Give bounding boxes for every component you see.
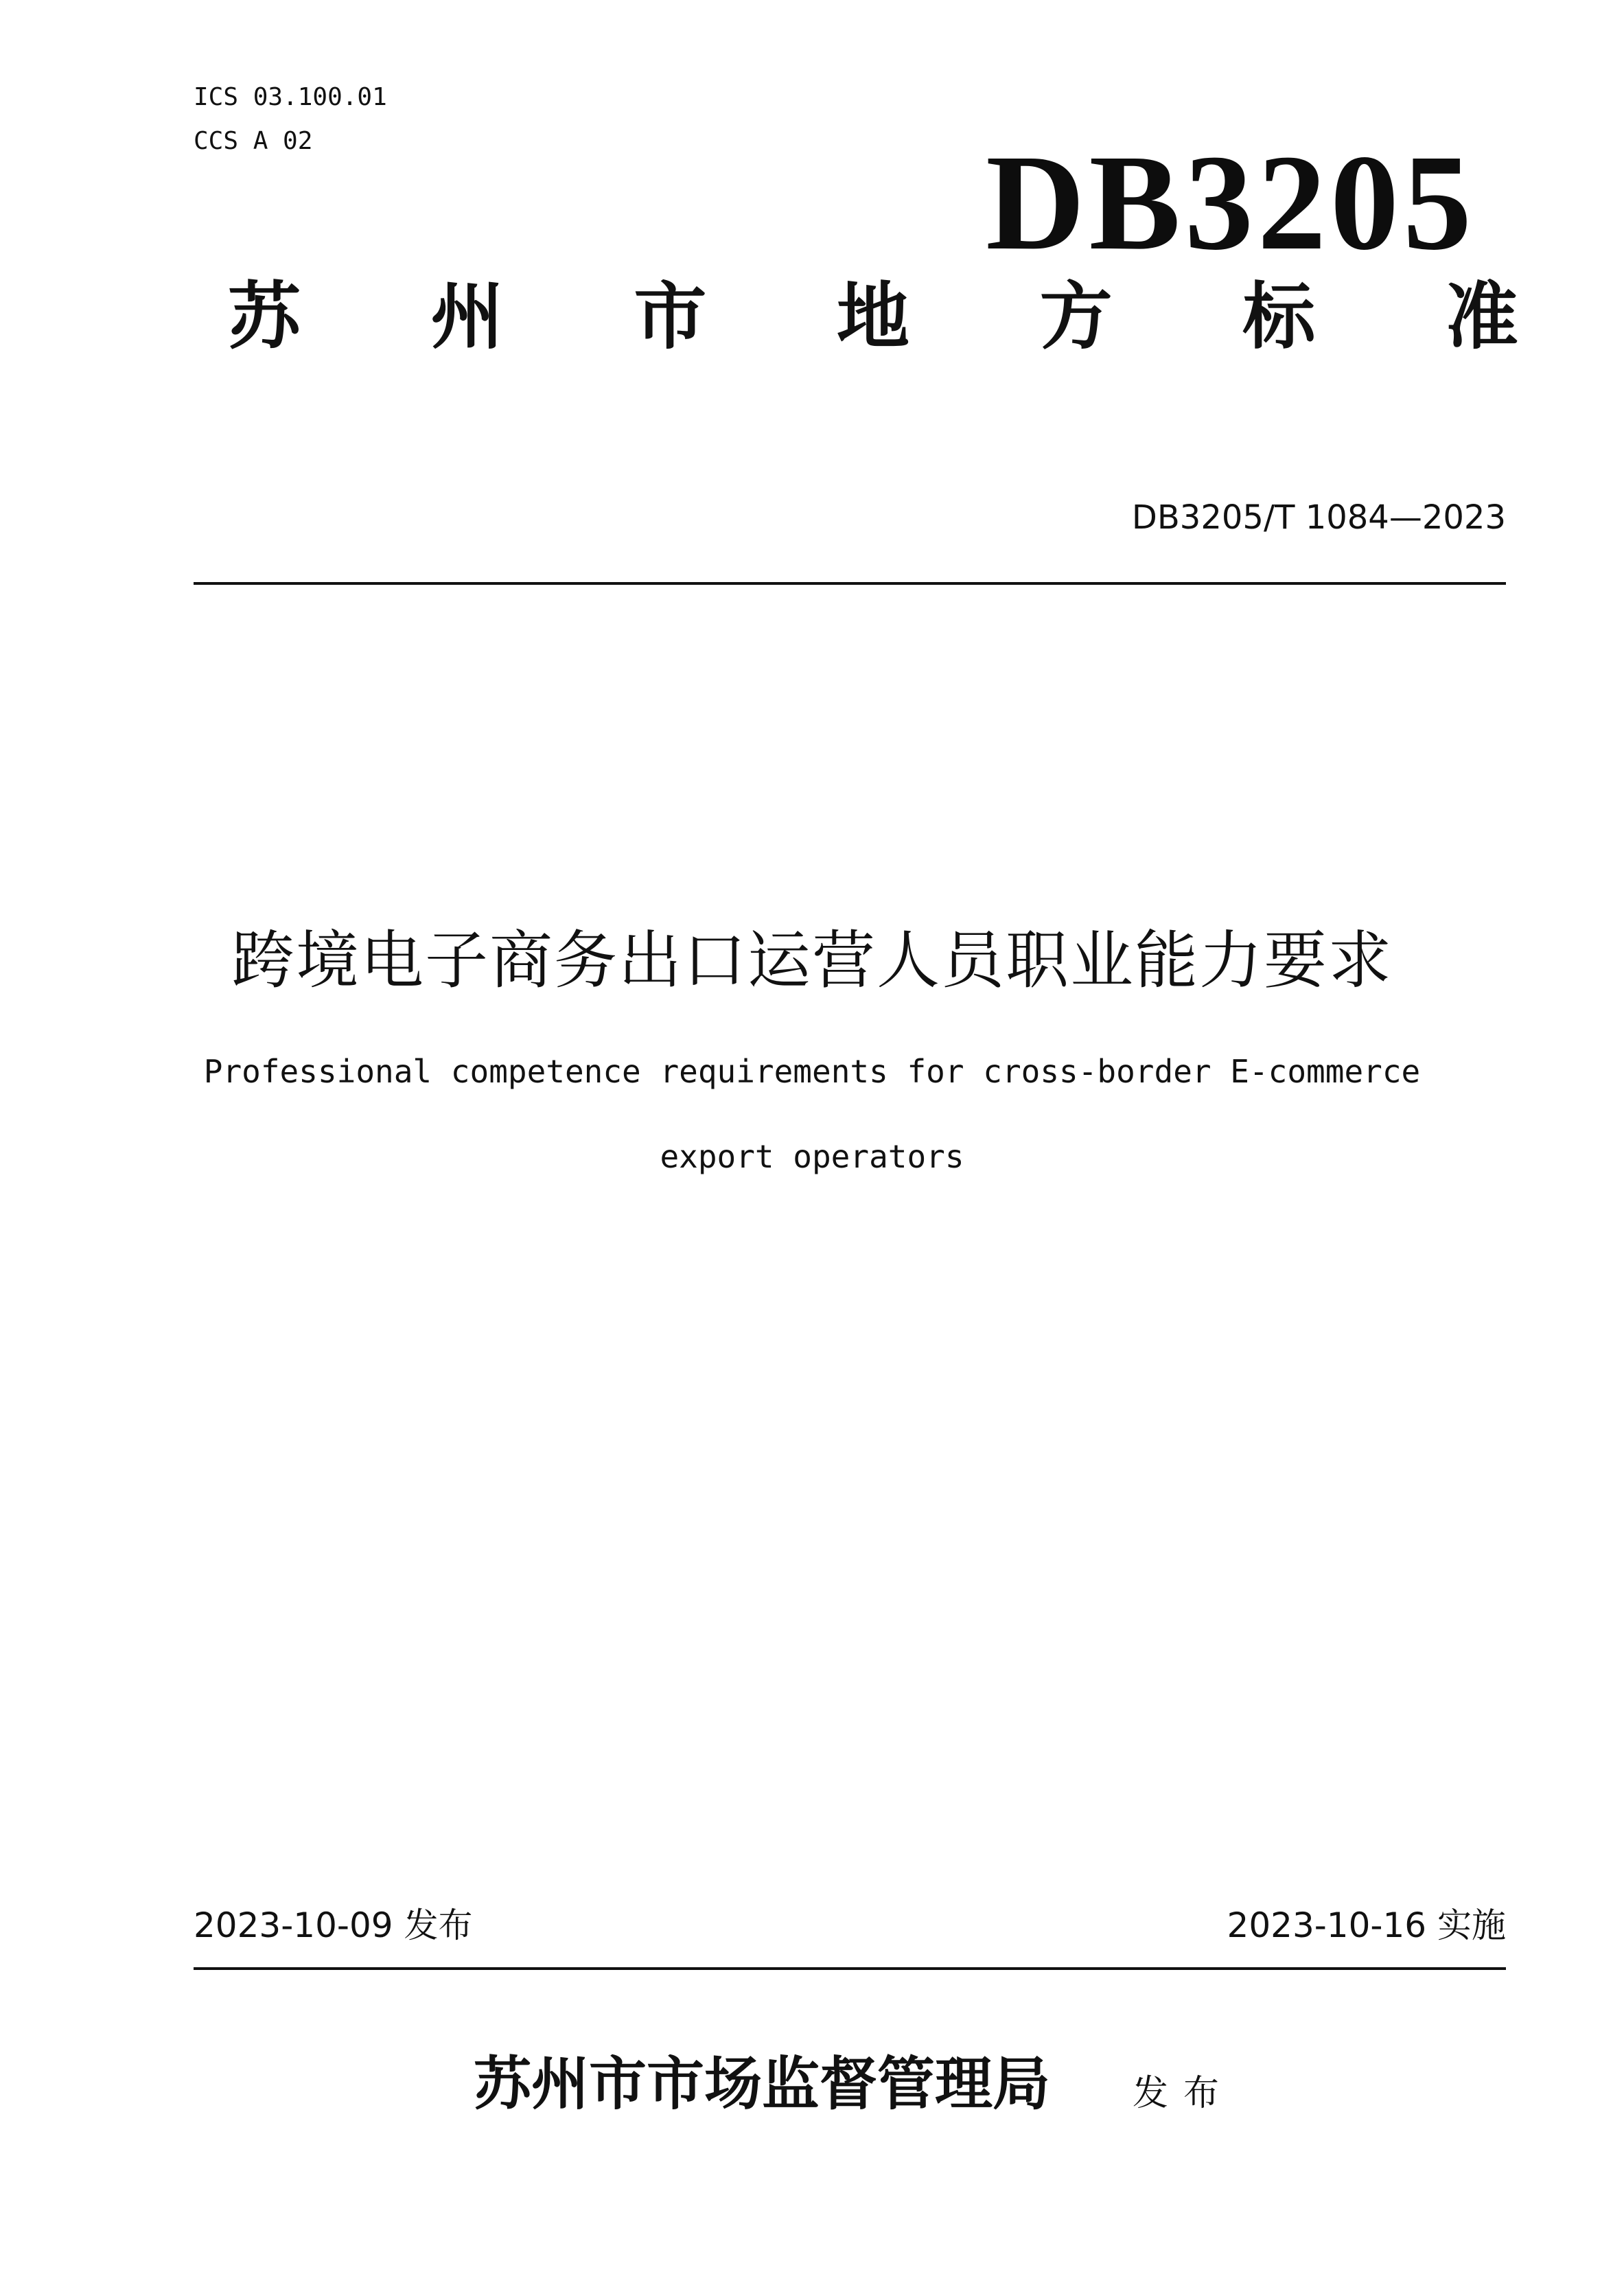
top-divider	[194, 582, 1506, 585]
standard-type-char: 州	[430, 273, 504, 359]
standard-type-char: 标	[1242, 273, 1316, 359]
standard-type-char: 方	[1039, 273, 1113, 359]
standard-code-heading: DB3205	[986, 127, 1476, 279]
ics-code: ICS 03.100.01	[194, 83, 387, 111]
standard-type-char: 苏	[228, 273, 301, 359]
document-title-chinese: 跨境电子商务出口运营人员职业能力要求	[231, 924, 1393, 997]
publisher-name: 苏州市市场监督管理局	[474, 2050, 1051, 2118]
standard-type-char: 地	[836, 273, 909, 359]
document-title-english-line2: export operators	[660, 1138, 964, 1175]
standard-type-char: 准	[1445, 273, 1518, 359]
document-title-english-line1: Professional competence requirements for cross-border E-commerce	[203, 1053, 1421, 1090]
implementation-date: 2023-10-16 实施	[1227, 1905, 1506, 1945]
standard-number: DB3205/T 1084—2023	[1131, 498, 1506, 537]
standard-type-char: 市	[634, 273, 707, 359]
ccs-code: CCS A 02	[194, 127, 313, 155]
issue-date: 2023-10-09 发布	[194, 1905, 473, 1945]
standard-type-heading	[228, 273, 1518, 359]
publish-label: 发布	[1133, 2073, 1235, 2114]
bottom-divider	[194, 1967, 1506, 1970]
